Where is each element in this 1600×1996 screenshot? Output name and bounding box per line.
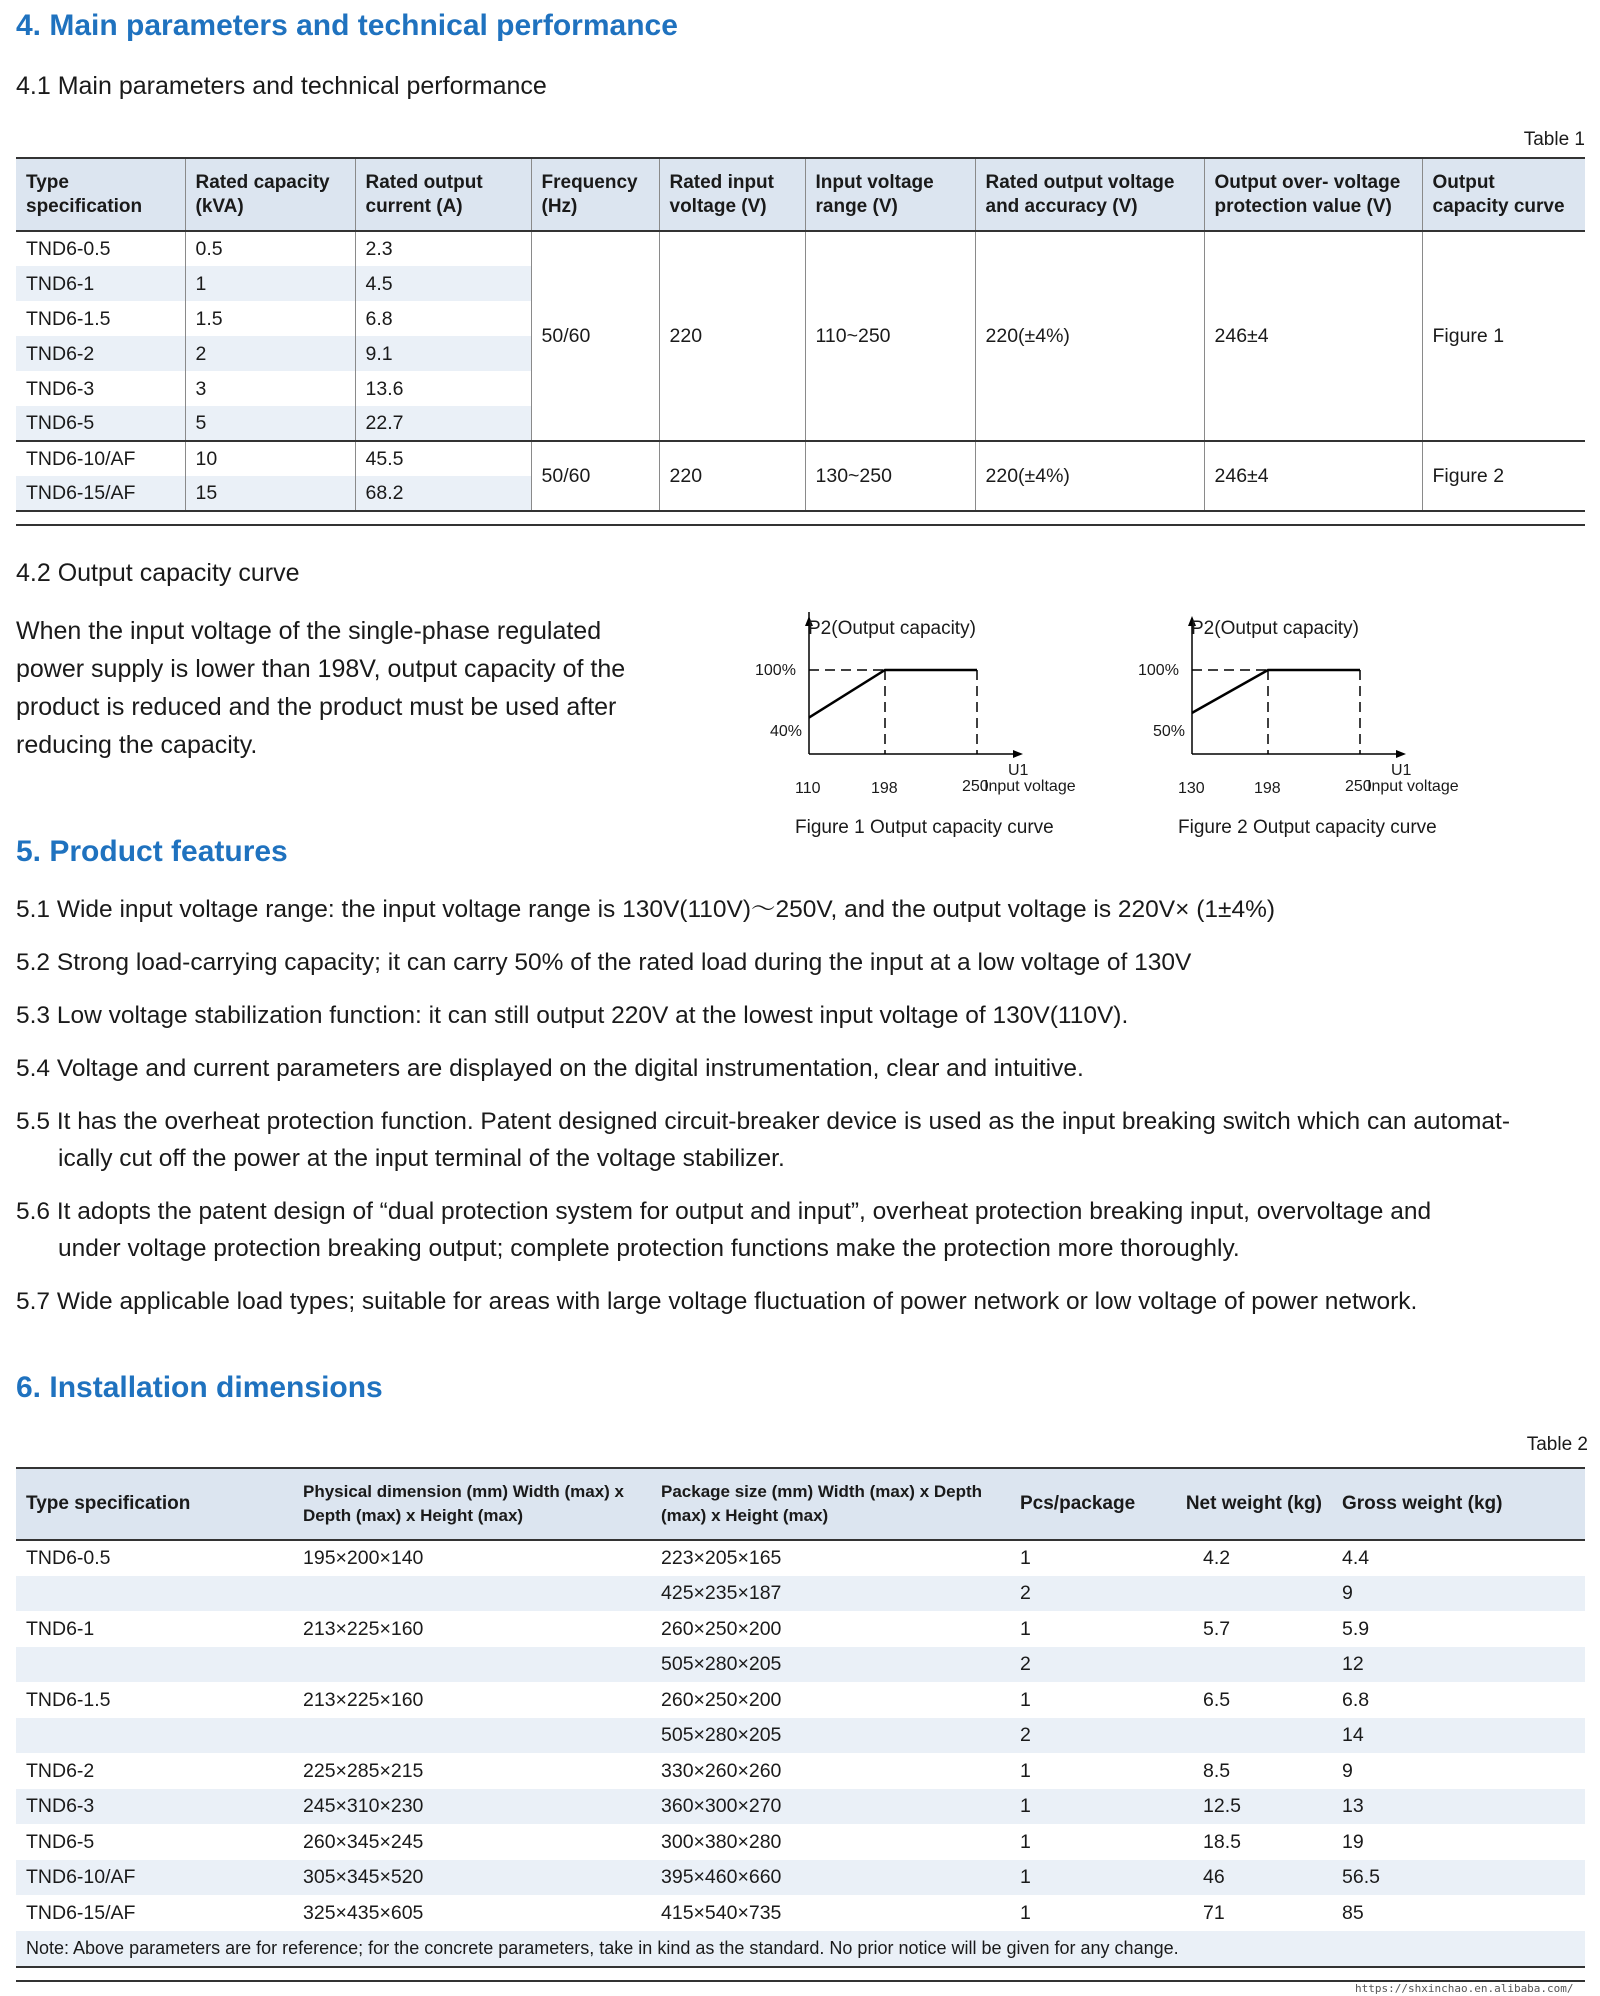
figure-2-x-axis-name: U1 [1391,762,1412,779]
package-size-cell: 260×250×200 [661,1688,782,1711]
x-axis-arrow-icon [1396,750,1406,758]
pcs-cell: 2 [1010,1647,1165,1683]
gross-weight-cell: 14 [1332,1718,1585,1754]
current-cell: 22.7 [355,406,531,441]
gross-weight-cell: 19 [1342,1830,1364,1853]
table-header-row [16,1468,1585,1540]
type-cell: TND6-3 [26,377,95,400]
section-5-title: 5. Product features [16,835,288,868]
current-cell: 13.6 [355,371,531,406]
type-cell: TND6-2 [26,1759,95,1782]
dimensions-table-body [16,1540,1585,1967]
header-gross-weight: Gross weight (kg) [1332,1468,1585,1540]
gross-weight-cell: 13 [1332,1789,1585,1825]
feature-item: 5.3 Low voltage stabilization function: it can still output 220V at the lowest input voltage of 130V(110V). [16,1002,1129,1029]
capacity-cell: 5 [185,406,355,441]
package-size-cell: 505×280×205 [651,1718,1010,1754]
table-1-bottom-rule [16,524,1585,526]
header-rated-input-voltage: Rated input voltage (V) [659,158,805,231]
pcs-cell: 1 [1020,1617,1031,1640]
input-voltage-cell: 220 [659,441,805,511]
table-row [16,441,1585,476]
pcs-cell: 1 [1020,1830,1031,1853]
overvoltage-cell: 246±4 [1204,231,1422,441]
header-input-voltage-range: Input voltage range (V) [805,158,975,231]
capacity-cell: 1 [185,266,355,301]
current-cell: 6.8 [355,301,531,336]
current-cell: 9.1 [355,336,531,371]
gross-weight-cell: 9 [1342,1759,1353,1782]
figure-2-x-end-label: 250 [1345,778,1372,795]
header-type-specification: Type specification [16,1468,293,1540]
pcs-cell: 2 [1010,1718,1165,1754]
figure-1-x-end-label: 250 [962,778,989,795]
input-voltage-cell: 220 [659,231,805,441]
pcs-cell: 1 [1020,1901,1031,1924]
gross-weight-cell: 5.9 [1342,1617,1370,1640]
physical-dimension-cell: 213×225×160 [303,1617,424,1640]
package-size-cell: 415×540×735 [661,1901,782,1924]
type-cell: TND6-1.5 [26,307,111,330]
figure-2-x-title: Input voltage [1367,778,1459,795]
table-row [16,1682,1585,1718]
figure-1-y-title: P2(Output capacity) [808,618,976,639]
figure-1-x-axis-name: U1 [1008,762,1029,779]
table-1-caption: Table 1 [1523,129,1585,150]
input-range-cell: 110~250 [805,231,975,441]
physical-dimension-cell: 260×345×245 [303,1830,424,1853]
table-row [16,1789,1585,1825]
table-row [16,231,1585,266]
net-weight-cell: 5.7 [1203,1617,1231,1640]
header-overvoltage-protection: Output over- voltage protection value (V) [1204,158,1422,231]
type-cell: TND6-10/AF [16,441,185,476]
type-cell: TND6-10/AF [16,1860,293,1896]
figure-1-caption: Figure 1 Output capacity curve [795,817,1054,838]
overvoltage-cell: 246±4 [1204,441,1422,511]
current-cell: 2.3 [355,231,531,266]
current-cell: 4.5 [355,266,531,301]
package-size-cell: 425×235×187 [651,1576,1010,1612]
figure-1-y-low-label: 40% [770,723,803,740]
figure-2-x-mid-label: 198 [1254,780,1281,797]
frequency-cell: 50/60 [531,441,659,511]
figure-2-y-title: P2(Output capacity) [1191,618,1359,639]
net-weight-cell: 4.2 [1203,1547,1231,1570]
section-4-title: 4. Main parameters and technical performance [16,9,678,42]
type-cell [16,1718,293,1754]
curve-cell: Figure 1 [1422,231,1585,441]
header-package-size: Package size (mm) Width (max) x Depth (max) x Height (max) [651,1468,1010,1540]
features-list [16,891,1591,1320]
type-cell [16,1647,293,1683]
type-cell: TND6-15/AF [16,476,185,511]
type-cell: TND6-1 [26,1617,95,1640]
current-cell: 68.2 [355,476,531,511]
curve-description: When the input voltage of the single-phase regulated power supply is lower than 198V, output capacity of the product is reduced and the product must be used after reducing the capacity. [16,617,626,759]
figure-1-x-start-label: 110 [795,780,821,797]
input-range-cell: 130~250 [805,441,975,511]
net-weight-cell: 71 [1203,1901,1225,1924]
table-2-caption: Table 2 [1526,1434,1588,1455]
capacity-cell: 3 [185,371,355,406]
package-size-cell: 260×250×200 [661,1617,782,1640]
feature-item: 5.1 Wide input voltage range: the input voltage range is 130V(110V)～250V, and the output voltage is 220V× (1±4%) [16,896,1276,923]
pcs-cell: 1 [1020,1688,1031,1711]
net-weight-cell: 6.5 [1203,1688,1231,1711]
curve-cell: Figure 2 [1422,441,1585,511]
feature-item: 5.2 Strong load-carrying capacity; it can carry 50% of the rated load during the input at a low voltage of 130V [16,949,1192,976]
capacity-cell: 1.5 [185,301,355,336]
table-2-bottom-rule [16,1980,1585,1982]
output-voltage-cell: 220(±4%) [975,441,1204,511]
type-cell: TND6-1 [16,266,185,301]
x-axis-arrow-icon [1013,750,1023,758]
capacity-curve-line [1192,670,1360,713]
pcs-cell: 1 [1010,1860,1165,1896]
feature-item: 5.6 It adopts the patent design of “dual protection system for output and input”, overheat protection breaking input, overvoltage and under voltage protection breaking output; complete protection functions make the protection more thoroughly. [16,1198,1432,1262]
type-cell: TND6-2 [16,336,185,371]
type-cell: TND6-0.5 [26,238,111,260]
gross-weight-cell: 4.4 [1342,1547,1370,1570]
figure-2-x-start-label: 130 [1178,780,1205,797]
package-size-cell: 300×380×280 [661,1830,782,1853]
package-size-cell: 330×260×260 [661,1759,782,1782]
capacity-cell: 15 [185,476,355,511]
pcs-cell: 2 [1010,1576,1165,1612]
frequency-cell: 50/60 [531,231,659,441]
table-row [16,1647,1585,1683]
footer-url: https://shxinchao.en.alibaba.com/ [1355,1982,1574,1995]
net-weight-cell: 12.5 [1165,1789,1332,1825]
figure-1-x-title: Input voltage [984,778,1076,795]
package-size-cell: 505×280×205 [651,1647,1010,1683]
gross-weight-cell: 9 [1332,1576,1585,1612]
header-rated-output-current: Rated output current (A) [355,158,531,231]
type-cell: TND6-5 [16,406,185,441]
table-row [16,1540,1585,1576]
capacity-curve-line [809,670,977,718]
physical-dimension-cell: 225×285×215 [303,1759,424,1782]
figure-2-caption: Figure 2 Output capacity curve [1178,817,1437,838]
table-row [16,1824,1585,1860]
header-rated-output-voltage: Rated output voltage and accuracy (V) [975,158,1204,231]
header-frequency: Frequency (Hz) [531,158,659,231]
header-net-weight: Net weight (kg) [1165,1468,1332,1540]
type-cell [16,1576,293,1612]
net-weight-cell [1165,1718,1332,1754]
header-rated-capacity: Rated capacity (kVA) [185,158,355,231]
type-cell: TND6-0.5 [26,1547,111,1570]
physical-dimension-cell [293,1576,651,1612]
table-row [16,1718,1585,1754]
table-note: Note: Above parameters are for reference; for the concrete parameters, take in kind as the standard. No prior notice will be given for any change. [16,1931,1585,1967]
type-cell: TND6-15/AF [26,1901,136,1924]
gross-weight-cell: 85 [1342,1901,1364,1924]
net-weight-cell: 46 [1165,1860,1332,1896]
header-physical-dimension: Physical dimension (mm) Width (max) x Depth (max) x Height (max) [293,1468,651,1540]
package-size-cell: 395×460×660 [651,1860,1010,1896]
header-pcs-package: Pcs/package [1010,1468,1165,1540]
output-voltage-cell: 220(±4%) [975,231,1204,441]
subsection-4-1-title: 4.1 Main parameters and technical performance [16,72,547,100]
figure-2-y-top-label: 100% [1138,662,1179,679]
physical-dimension-cell: 305×345×520 [293,1860,651,1896]
table-row [16,1860,1585,1896]
table-row [16,1753,1585,1789]
gross-weight-cell: 56.5 [1332,1860,1585,1896]
feature-item: 5.4 Voltage and current parameters are displayed on the digital instrumentation, clear and intuitive. [16,1055,1084,1082]
table-row [16,1895,1585,1931]
section-6-title: 6. Installation dimensions [16,1371,383,1404]
physical-dimension-cell: 325×435×605 [303,1901,424,1924]
package-size-cell: 360×300×270 [651,1789,1010,1825]
net-weight-cell: 18.5 [1203,1830,1241,1853]
type-cell: TND6-3 [16,1789,293,1825]
table-header-row [16,158,1585,231]
capacity-cell: 2 [185,336,355,371]
gross-weight-cell: 12 [1332,1647,1585,1683]
feature-item: 5.5 It has the overheat protection function. Patent designed circuit-breaker device is used as the input breaking switch which can automat- ically cut off the power at the input terminal of the voltage stabilizer. [16,1108,1510,1172]
physical-dimension-cell [293,1647,651,1683]
current-cell: 45.5 [355,441,531,476]
package-size-cell: 223×205×165 [661,1547,782,1570]
header-output-capacity-curve: Output capacity curve [1422,158,1585,231]
net-weight-cell [1165,1576,1332,1612]
figure-1-x-mid-label: 198 [871,780,898,797]
table-note-row [16,1931,1585,1967]
pcs-cell: 1 [1020,1759,1031,1782]
physical-dimension-cell: 245×310×230 [293,1789,651,1825]
figure-1-y-top-label: 100% [755,662,796,679]
figure-2-y-low-label: 50% [1153,723,1186,740]
net-weight-cell [1165,1647,1332,1683]
net-weight-cell: 8.5 [1203,1759,1231,1782]
parameters-table [16,157,1585,512]
physical-dimension-cell: 195×200×140 [303,1547,424,1570]
dimensions-table [16,1467,1585,1968]
physical-dimension-cell: 213×225×160 [303,1688,424,1711]
pcs-cell: 1 [1020,1547,1031,1570]
subsection-4-2-title: 4.2 Output capacity curve [16,559,300,587]
type-cell: TND6-5 [26,1830,95,1853]
table-row [16,1576,1585,1612]
pcs-cell: 1 [1010,1789,1165,1825]
table-row [16,1611,1585,1647]
capacity-cell: 10 [185,441,355,476]
feature-item: 5.7 Wide applicable load types; suitable for areas with large voltage fluctuation of power network or low voltage of power network. [16,1288,1418,1315]
capacity-cell: 0.5 [185,231,355,266]
type-cell: TND6-1.5 [26,1688,111,1711]
header-type-specification: Type specification [16,158,185,231]
physical-dimension-cell [293,1718,651,1754]
gross-weight-cell: 6.8 [1342,1688,1370,1711]
